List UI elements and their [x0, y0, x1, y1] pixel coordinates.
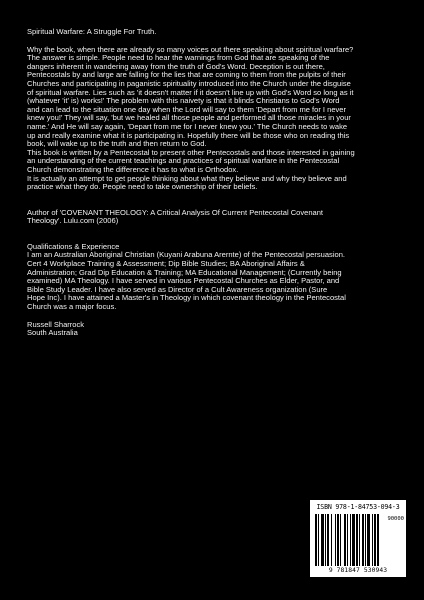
- book-title: Spiritual Warfare: A Struggle For Truth.: [27, 27, 157, 36]
- text-line: dangers inherent in wandering away from the truth of God's Word. Deception is out there,: [27, 61, 325, 71]
- text-line: practice what they do. People need to take ownership of their beliefs.: [27, 182, 258, 192]
- text-line: This book is written by a Pentecostal to present other Pentecostals and those interested in gaining: [27, 147, 355, 157]
- author-signoff: [27, 321, 399, 338]
- isbn-barcode: [310, 500, 406, 577]
- text-line: Churches and participating in paganistic spirituality introduced into the Church under the disguise: [27, 78, 351, 88]
- barcode-bars: [315, 514, 379, 566]
- text-line: name.' And He will say again, 'Depart from me for I never knew you.' The Church needs to wake: [27, 121, 348, 131]
- text-line: (whatever 'it' is) works!' The problem with this naivety is that it blinds Christians to God's Word: [27, 96, 340, 106]
- text-line: Bible Study Leader. I have also served as Director of a Cult Awareness organization (Sure: [27, 284, 328, 294]
- text-line: I am an Australian Aboriginal Christian (Kuyani Arabuna Arernte) of the Pentecostal persuasion.: [27, 250, 345, 260]
- text-line: The answer is simple. People need to hear the warnings from God that are speaking of the: [27, 53, 330, 63]
- barcode-digits: 9 781847 530943: [328, 567, 388, 574]
- text-line: Theology'. Lulu.com (2006): [27, 216, 119, 226]
- author-name: Russell Sharrock: [27, 319, 85, 329]
- text-line: an understanding of the current teachings and practices of spiritual warfare in the Pentecostal: [27, 156, 340, 166]
- text-line: of spiritual warfare. Lies such as 'it doesn't matter if it doesn't line up with God's Word so long as it: [27, 87, 354, 97]
- qualifications-paragraph: [27, 251, 399, 311]
- intro-paragraph: [27, 46, 399, 192]
- text-line: knew you!' They will say, 'but we healed all those people and performed all those miracles in your: [27, 113, 351, 123]
- author-credit: [27, 209, 399, 226]
- text-line: It is actually an attempt to get people thinking about what they believe and why they believe and: [27, 173, 347, 183]
- text-line: up and really examine what it is participating in. Hopefully there will be those who on reading this: [27, 130, 350, 140]
- text-line: and can lead to the situation one day when the Lord will say to them 'Depart from me for I never: [27, 104, 347, 114]
- text-line: Administration; Grad Dip Education & Training; MA Educational Management; (Currently being: [27, 267, 342, 277]
- text-line: book, will wake up to the truth and then return to God.: [27, 139, 207, 149]
- text-line: examined) MA Theology. I have served in various Pentecostal Churches as Elder, Pastor, and: [27, 276, 340, 286]
- price-code: 90000: [387, 516, 404, 522]
- back-cover-text: [27, 28, 399, 338]
- text-line: Author of 'COVENANT THEOLOGY: A Critical Analysis Of Current Pentecostal Covenant: [27, 207, 324, 217]
- text-line: Cert 4 Workplace Training & Assessment; Dip Bible Studies; BA Aboriginal Affairs &: [27, 259, 305, 269]
- qualifications-heading: Qualifications & Experience: [27, 241, 120, 251]
- text-line: Pentecostals by and large are falling for the lies that are coming to them from the pulpits of their: [27, 70, 346, 80]
- text-line: Church demonstrating the difference it has to what is Orthodox.: [27, 164, 239, 174]
- text-line: Church was a major focus.: [27, 302, 117, 312]
- author-location: South Australia: [27, 328, 78, 338]
- isbn-number: ISBN 978-1-84753-094-3: [316, 503, 400, 511]
- text-line: Hope Inc). I have attained a Master's in Theology in which covenant theology in the Pentecostal: [27, 293, 346, 303]
- text-line: Why the book, when there are already so many voices out there speaking about spiritual warfare?: [27, 44, 354, 54]
